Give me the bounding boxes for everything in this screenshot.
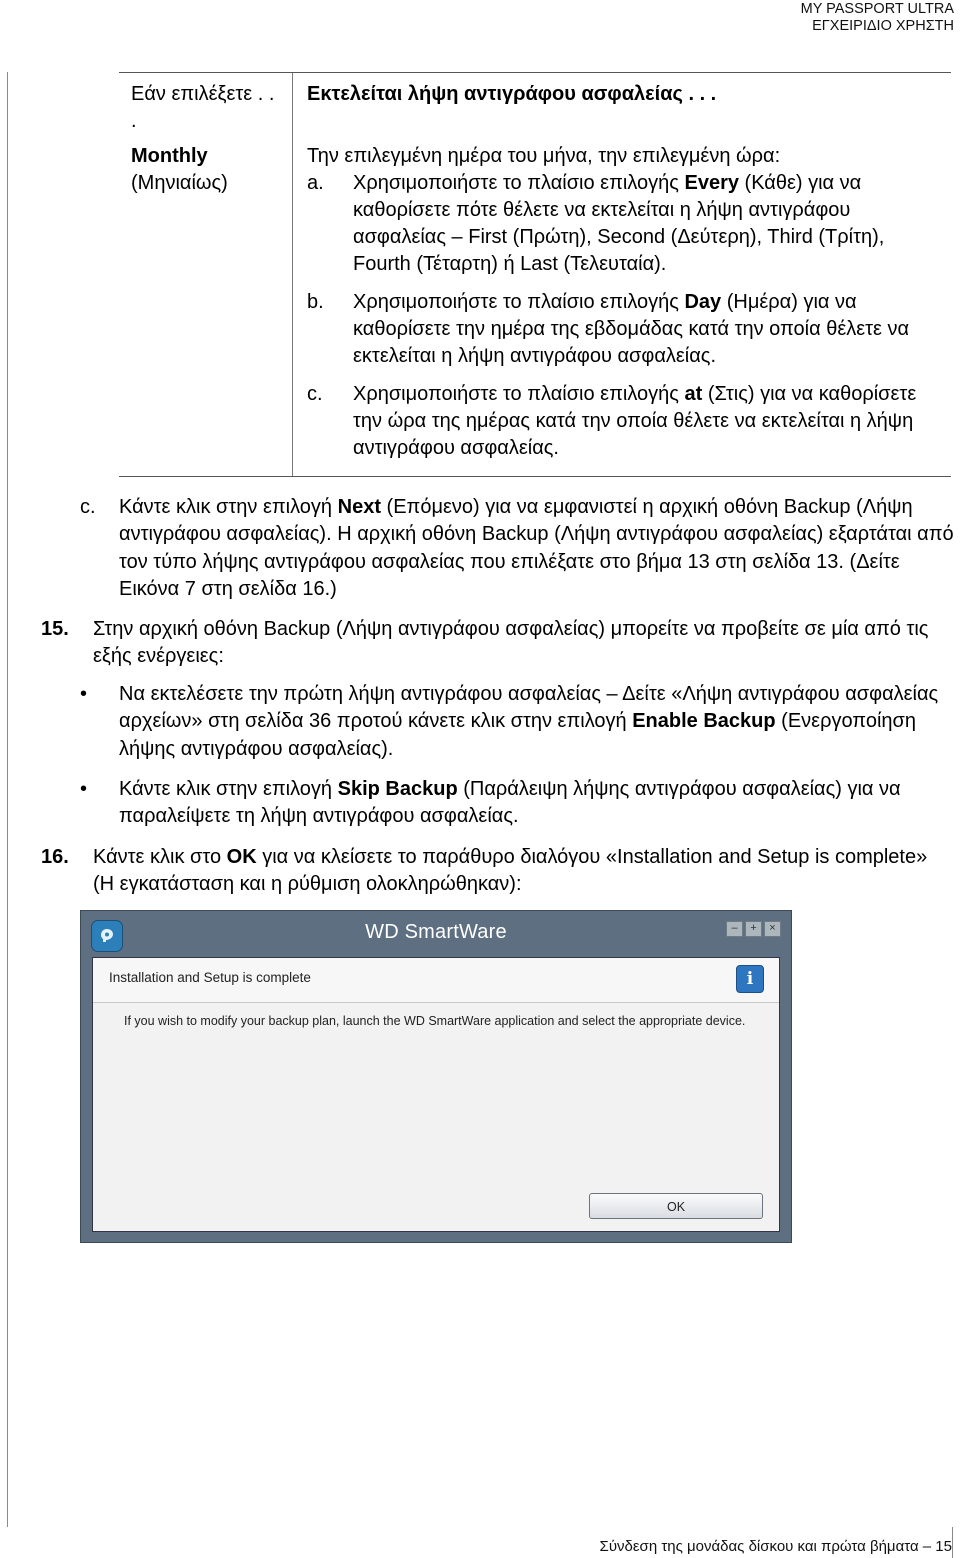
bullet-2-glyph: • [80, 778, 88, 800]
table-column-divider [292, 73, 293, 476]
sub-item-b [307, 289, 947, 370]
footer-rule [952, 1527, 953, 1558]
maximize-icon[interactable]: + [745, 921, 762, 937]
step-c-text-2: (Επόμενο) για να εμφανιστεί η αρχική οθόνη Backup (Λήψη αντιγράφου ασφαλείας). Η αρχική οθόνη Backup (Λήψη αντιγράφου ασφαλείας) εξαρτάται από τον τύπο λήψης αντιγράφου ασφαλείας που επιλέξατε στο βήμα 13 στη σελίδα 13. (Δείτε Εικόνα 7 στη σελίδα 16.) [119, 496, 954, 600]
bullet-2-text-2: (Παράλειψη λήψης αντιγράφου ασφαλείας) για να παραλείψετε τη λήψη αντιγράφου ασφαλείας. [119, 778, 901, 828]
minimize-icon[interactable]: – [726, 921, 743, 937]
step-15-paragraph: Στην αρχική οθόνη Backup (Λήψη αντιγράφου ασφαλείας) μπορείτε να προβείτε σε μία από τις εξής ενέργειες: [93, 618, 929, 668]
left-margin-rule [7, 72, 8, 1527]
at-term: at [684, 383, 703, 405]
close-icon[interactable]: × [764, 921, 781, 937]
sub-item-a-label: a. [307, 172, 324, 194]
dialog-content [92, 957, 780, 1232]
dialog-title: WD SmartWare [365, 921, 507, 943]
step-16-text-2: για να κλείσετε το παράθυρο διαλόγου «Installation and Setup is complete» (Η εγκατάσταση και η ρύθμιση ολοκληρώθηκαν): [93, 846, 928, 896]
ok-term: OK [226, 846, 257, 868]
dialog-message: If you wish to modify your backup plan, launch the WD SmartWare application and select the appropriate device. [124, 1014, 746, 1028]
sub-item-b-text-2: (Ημέρα) για να καθορίσετε την ημέρα της εβδομάδας κατά την οποία θέλετε να εκτελείται η λήψη αντιγράφου ασφαλείας. [353, 291, 910, 367]
row-key-monthly-gr: (Μηνιαίως) [131, 172, 228, 194]
table-left-column [131, 81, 281, 197]
step-c-label: c. [80, 496, 96, 518]
header-manual: ΕΓΧΕΙΡΙΔΙΟ ΧΡΗΣΤΗ [812, 18, 954, 34]
page-header [801, 1, 954, 35]
sub-item-c-text-2: (Στις) για να καθορίσετε την ώρα της ημέρας κατά την οποία θέλετε να εκτελείται η λήψη αντιγράφου ασφαλείας. [353, 383, 917, 459]
table-head-right: Εκτελείται λήψη αντιγράφου ασφαλείας . . . [307, 83, 717, 105]
dialog-header-bar [93, 958, 779, 1003]
window-controls [726, 921, 781, 937]
bullet-1-text-2: (Ενεργοποίηση λήψης αντιγράφου ασφαλείας). [119, 710, 916, 760]
step-16-number: 16. [41, 846, 69, 868]
schedule-table [119, 72, 951, 477]
page-footer: Σύνδεση της μονάδας δίσκου και πρώτα βήματα – 15 [599, 1538, 952, 1555]
skip-backup-term: Skip Backup [337, 778, 458, 800]
sub-item-b-label: b. [307, 291, 324, 313]
dialog-titlebar [81, 911, 791, 957]
monthly-intro: Την επιλεγμένη ημέρα του μήνα, την επιλεγμένη ώρα: [307, 145, 781, 167]
sub-item-a-text-2: (Κάθε) για να καθορίσετε πότε θέλετε να εκτελείται η λήψη αντιγράφου ασφαλείας – First (Πρώτη), Second (Δεύτερη), Third (Τρίτη), Fourth (Τέταρτη) ή Last (Τελευταία). [353, 172, 885, 275]
step-c-paragraph [119, 494, 954, 603]
bullet-1-glyph: • [80, 683, 88, 705]
table-right-column [307, 81, 947, 462]
wd-smartware-dialog [80, 910, 792, 1243]
bullet-2-text: Κάντε κλικ στην επιλογή [119, 778, 338, 800]
bullet-1-text: Να εκτελέσετε την πρώτη λήψη αντιγράφου ασφαλείας – Δείτε «Λήψη αντιγράφου ασφαλείας αρχείων» στη σελίδα 36 προτού κάνετε κλικ στην επιλογή [119, 683, 939, 733]
table-head-left: Εάν επιλέξετε . . . [131, 83, 275, 132]
next-term: Next [337, 496, 381, 518]
ok-button[interactable]: OK [589, 1193, 763, 1219]
sub-item-a [307, 170, 947, 278]
enable-backup-term: Enable Backup [632, 710, 776, 733]
header-product: MY PASSPORT ULTRA [800, 1, 954, 17]
dialog-heading: Installation and Setup is complete [109, 970, 311, 985]
every-term: Every [684, 172, 739, 194]
info-icon: i [736, 965, 764, 993]
sub-item-c-text: Χρησιμοποιήστε το πλαίσιο επιλογής [353, 383, 685, 405]
step-15-number: 15. [41, 618, 69, 640]
sub-item-b-text: Χρησιμοποιήστε το πλαίσιο επιλογής [353, 291, 685, 313]
step-16-paragraph [93, 844, 953, 899]
bullet-1-paragraph [119, 681, 957, 763]
sub-item-c-label: c. [307, 383, 323, 405]
step-c-text: Κάντε κλικ στην επιλογή [119, 496, 338, 518]
step-16-text: Κάντε κλικ στο [93, 846, 227, 868]
sub-item-a-text: Χρησιμοποιήστε το πλαίσιο επιλογής [353, 172, 685, 194]
day-term: Day [684, 291, 722, 313]
row-key-monthly: Monthly [131, 145, 208, 167]
bullet-2-paragraph [119, 776, 957, 831]
sub-item-c [307, 381, 947, 462]
